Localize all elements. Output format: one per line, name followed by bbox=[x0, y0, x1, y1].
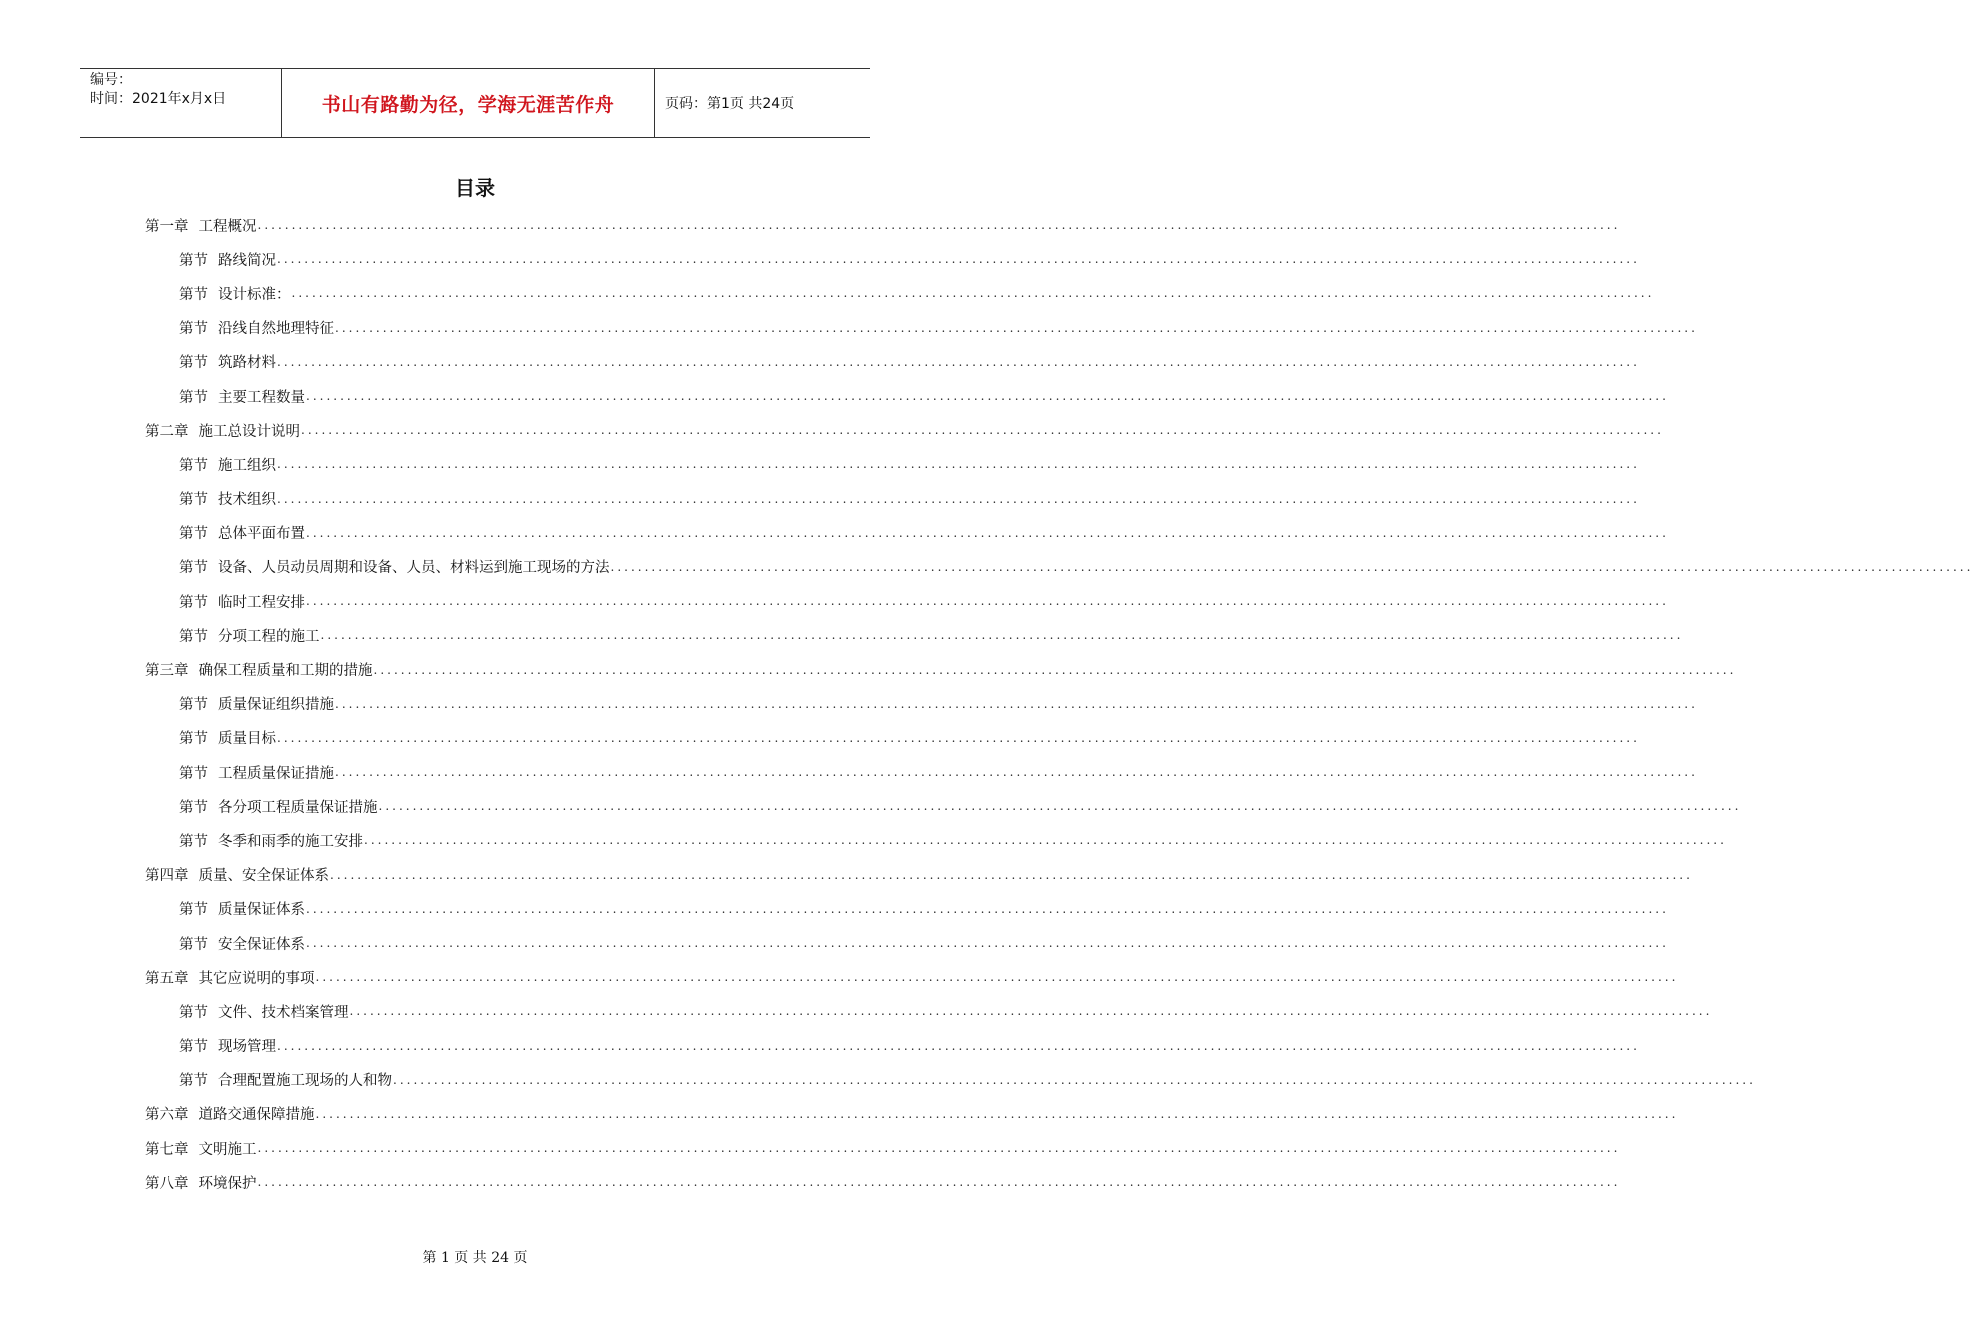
page-footer: 第 1 页 共 24 页 bbox=[422, 1250, 528, 1266]
toc-entry-number: 第节 bbox=[179, 697, 208, 714]
toc-entry-label bbox=[179, 727, 276, 748]
toc-entry bbox=[145, 1131, 1621, 1165]
toc-entry bbox=[145, 550, 1973, 584]
toc-entry-text: 道路交通保障措施 bbox=[198, 1107, 315, 1124]
toc-entry bbox=[145, 1097, 1679, 1131]
toc-dot-leader: ........................................................................................................................................................................................................ bbox=[378, 799, 1742, 814]
header-page-cell bbox=[655, 69, 870, 137]
toc-entry bbox=[145, 516, 1669, 550]
toc-dot-leader: ........................................................................................................................................................................................................ bbox=[610, 559, 1973, 574]
toc-dot-leader: ........................................................................................................................................................................................................ bbox=[330, 867, 1693, 882]
toc-entry-label bbox=[179, 1035, 276, 1056]
toc-entry-label bbox=[145, 1138, 257, 1159]
toc-entry-text: 质量保证组织措施 bbox=[218, 697, 334, 714]
toc-entry-number: 第节 bbox=[179, 731, 208, 748]
toc-entry-text: 质量保证体系 bbox=[218, 902, 305, 919]
toc-entry bbox=[145, 652, 1737, 686]
toc-entry-text: 总体平面布置 bbox=[218, 526, 305, 543]
toc-entry-number: 第节 bbox=[179, 492, 208, 509]
toc-entry-text: 施工组织 bbox=[218, 457, 276, 474]
toc-dot-leader: ........................................................................................................................................................................................................ bbox=[257, 1141, 1621, 1156]
toc-dot-leader: ........................................................................................................................................................................................................ bbox=[306, 389, 1669, 404]
toc-dot-leader: ........................................................................................................................................................................................................ bbox=[277, 1038, 1640, 1053]
toc-entry-number: 第四章 bbox=[145, 868, 189, 885]
toc-entry-number: 第节 bbox=[179, 765, 208, 782]
toc-entry-label bbox=[145, 215, 257, 236]
toc-entry-label bbox=[179, 556, 610, 577]
toc-entry-number: 第五章 bbox=[145, 970, 189, 987]
toc-entry-number: 第节 bbox=[179, 286, 208, 303]
toc-entry-number: 第一章 bbox=[145, 218, 189, 235]
toc-entry bbox=[145, 1029, 1640, 1063]
toc-entry-label bbox=[179, 249, 276, 270]
toc-entry-text: 合理配置施工现场的人和物 bbox=[218, 1073, 392, 1090]
toc-entry-label bbox=[145, 1103, 315, 1124]
toc-entry bbox=[145, 618, 1684, 652]
toc-entry-label bbox=[179, 283, 291, 304]
toc-entry-text: 现场管理 bbox=[218, 1039, 276, 1056]
toc-entry bbox=[145, 823, 1727, 857]
toc-entry-number: 第节 bbox=[179, 355, 208, 372]
toc-entry-label bbox=[179, 625, 320, 646]
toc-entry-number: 第节 bbox=[179, 936, 208, 953]
document-number-label: 编号： bbox=[90, 72, 132, 88]
toc-entry-number: 第七章 bbox=[145, 1141, 189, 1158]
toc-dot-leader: ........................................................................................................................................................................................................ bbox=[393, 1072, 1756, 1087]
toc-entry-number: 第节 bbox=[179, 389, 208, 406]
toc-entry bbox=[145, 1165, 1621, 1199]
toc-entry-label bbox=[179, 1001, 349, 1022]
toc-entry-number: 第节 bbox=[179, 457, 208, 474]
toc-entry-text: 其它应说明的事项 bbox=[198, 970, 315, 987]
toc-entry-text: 环境保护 bbox=[198, 1175, 257, 1192]
toc-entry-label bbox=[179, 762, 334, 783]
toc-entry-label bbox=[179, 693, 334, 714]
toc-dot-leader: ........................................................................................................................................................................................................ bbox=[277, 730, 1640, 745]
toc-entry bbox=[145, 1063, 1756, 1097]
toc-entry bbox=[145, 892, 1669, 926]
toc-entry-label bbox=[179, 1069, 392, 1090]
toc-entry-text: 安全保证体系 bbox=[218, 936, 305, 953]
toc-entry bbox=[145, 311, 1698, 345]
toc-entry-number: 第三章 bbox=[145, 663, 189, 680]
toc-entry-number: 第节 bbox=[179, 594, 208, 611]
toc-entry-label bbox=[179, 386, 305, 407]
toc-entry-label bbox=[179, 317, 334, 338]
toc-entry bbox=[145, 926, 1669, 960]
toc-entry bbox=[145, 413, 1664, 447]
toc-entry-label bbox=[145, 864, 329, 885]
toc-dot-leader: ........................................................................................................................................................................................................ bbox=[257, 218, 1621, 233]
toc-entry-label bbox=[179, 796, 378, 817]
toc-entry-number: 第节 bbox=[179, 252, 208, 269]
toc-dot-leader: ........................................................................................................................................................................................................ bbox=[373, 662, 1737, 677]
header-meta-cell bbox=[80, 69, 282, 137]
toc-entry-text: 文明施工 bbox=[198, 1141, 257, 1158]
toc-entry-label bbox=[179, 830, 363, 851]
toc-entry-text: 技术组织 bbox=[218, 492, 276, 509]
toc-dot-leader: ........................................................................................................................................................................................................ bbox=[257, 1175, 1621, 1190]
toc-dot-leader: ........................................................................................................................................................................................................ bbox=[306, 936, 1669, 951]
document-time-label: 时间：2021年x月x日 bbox=[90, 91, 227, 107]
toc-dot-leader: ........................................................................................................................................................................................................ bbox=[315, 970, 1679, 985]
toc-entry-text: 工程概况 bbox=[198, 218, 257, 235]
toc-entry-label bbox=[179, 898, 305, 919]
toc-dot-leader: ........................................................................................................................................................................................................ bbox=[335, 696, 1698, 711]
toc-entry bbox=[145, 858, 1693, 892]
toc-title: 目录 bbox=[455, 176, 495, 200]
toc-dot-leader: ........................................................................................................................................................................................................ bbox=[277, 252, 1640, 267]
toc-entry-text: 质量、安全保证体系 bbox=[198, 868, 329, 885]
toc-entry-text: 临时工程安排 bbox=[218, 594, 305, 611]
toc-entry-text: 工程质量保证措施 bbox=[218, 765, 334, 782]
toc-entry bbox=[145, 276, 1655, 310]
toc-entry-label bbox=[145, 420, 300, 441]
toc-entry-text: 筑路材料 bbox=[218, 355, 276, 372]
toc-entry-text: 设备、人员动员周期和设备、人员、材料运到施工现场的方法 bbox=[218, 560, 610, 577]
toc-dot-leader: ........................................................................................................................................................................................................ bbox=[320, 628, 1684, 643]
toc-entry-text: 确保工程质量和工期的措施 bbox=[198, 663, 373, 680]
toc-dot-leader: ........................................................................................................................................................................................................ bbox=[335, 765, 1698, 780]
toc-dot-leader: ........................................................................................................................................................................................................ bbox=[277, 491, 1640, 506]
toc-entry-label bbox=[179, 454, 276, 475]
toc-dot-leader: ........................................................................................................................................................................................................ bbox=[315, 1106, 1679, 1121]
toc-entry bbox=[145, 755, 1698, 789]
toc-entry-number: 第节 bbox=[179, 628, 208, 645]
toc-entry bbox=[145, 960, 1679, 994]
table-of-contents bbox=[145, 208, 1973, 1199]
toc-entry-number: 第节 bbox=[179, 833, 208, 850]
toc-entry-number: 第节 bbox=[179, 321, 208, 338]
toc-entry-label bbox=[145, 659, 373, 680]
toc-dot-leader: ........................................................................................................................................................................................................ bbox=[277, 354, 1640, 369]
toc-entry-text: 质量目标 bbox=[218, 731, 276, 748]
toc-entry-label bbox=[179, 522, 305, 543]
toc-dot-leader: ........................................................................................................................................................................................................ bbox=[364, 833, 1727, 848]
toc-entry-text: 施工总设计说明 bbox=[198, 423, 300, 440]
header-motto-cell bbox=[282, 69, 655, 137]
toc-dot-leader: ........................................................................................................................................................................................................ bbox=[291, 286, 1655, 301]
toc-entry-number: 第节 bbox=[179, 1004, 208, 1021]
toc-entry-text: 各分项工程质量保证措施 bbox=[218, 799, 378, 816]
toc-entry-text: 设计标准： bbox=[218, 286, 291, 303]
toc-entry-number: 第节 bbox=[179, 799, 208, 816]
toc-entry-number: 第二章 bbox=[145, 423, 189, 440]
toc-entry bbox=[145, 447, 1640, 481]
toc-entry-number: 第节 bbox=[179, 560, 208, 577]
page-header bbox=[80, 68, 870, 138]
toc-entry bbox=[145, 379, 1669, 413]
toc-dot-leader: ........................................................................................................................................................................................................ bbox=[306, 594, 1669, 609]
toc-entry-text: 冬季和雨季的施工安排 bbox=[218, 833, 363, 850]
toc-entry-label bbox=[179, 591, 305, 612]
toc-entry-number: 第八章 bbox=[145, 1175, 189, 1192]
toc-entry-text: 沿线自然地理特征 bbox=[218, 321, 334, 338]
toc-entry-number: 第节 bbox=[179, 1073, 208, 1090]
toc-entry bbox=[145, 242, 1640, 276]
toc-dot-leader: ........................................................................................................................................................................................................ bbox=[335, 320, 1698, 335]
toc-entry bbox=[145, 208, 1621, 242]
toc-dot-leader: ........................................................................................................................................................................................................ bbox=[301, 423, 1664, 438]
toc-dot-leader: ........................................................................................................................................................................................................ bbox=[277, 457, 1640, 472]
toc-entry bbox=[145, 994, 1713, 1028]
toc-entry-text: 路线简况 bbox=[218, 252, 276, 269]
toc-dot-leader: ........................................................................................................................................................................................................ bbox=[306, 901, 1669, 916]
toc-dot-leader: ........................................................................................................................................................................................................ bbox=[349, 1004, 1713, 1019]
toc-entry-number: 第节 bbox=[179, 526, 208, 543]
toc-entry bbox=[145, 721, 1640, 755]
toc-entry-label bbox=[179, 351, 276, 372]
toc-entry-number: 第节 bbox=[179, 902, 208, 919]
toc-entry-number: 第节 bbox=[179, 1039, 208, 1056]
toc-entry bbox=[145, 345, 1640, 379]
toc-entry-text: 文件、技术档案管理 bbox=[218, 1004, 349, 1021]
toc-entry bbox=[145, 789, 1742, 823]
toc-entry-label bbox=[179, 933, 305, 954]
toc-entry-text: 主要工程数量 bbox=[218, 389, 305, 406]
toc-entry-number: 第六章 bbox=[145, 1107, 189, 1124]
toc-entry-label bbox=[145, 1172, 257, 1193]
toc-entry-label bbox=[145, 967, 315, 988]
header-motto: 书山有路勤为径，学海无涯苦作舟 bbox=[321, 93, 615, 116]
toc-entry bbox=[145, 687, 1698, 721]
toc-entry-text: 分项工程的施工 bbox=[218, 628, 320, 645]
toc-entry-label bbox=[179, 488, 276, 509]
toc-entry bbox=[145, 584, 1669, 618]
toc-dot-leader: ........................................................................................................................................................................................................ bbox=[306, 525, 1669, 540]
toc-entry bbox=[145, 482, 1640, 516]
header-page-number: 页码：第1页 共24页 bbox=[665, 96, 795, 112]
